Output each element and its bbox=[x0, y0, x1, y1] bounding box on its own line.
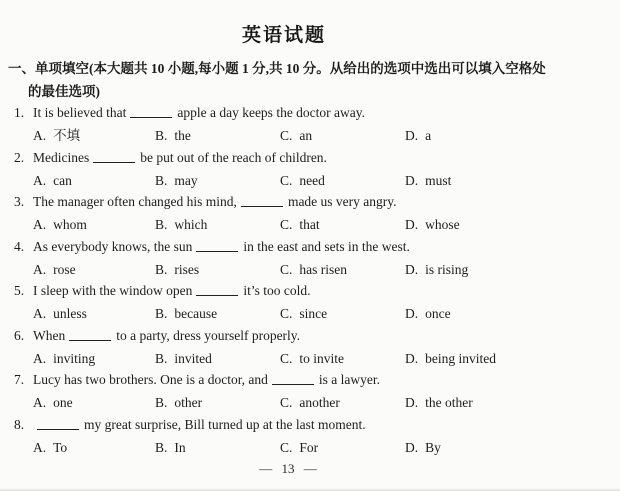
option-item bbox=[155, 261, 280, 278]
question-text-after: my great surprise, Bill turned up at the last moment. bbox=[84, 416, 366, 432]
option-row bbox=[33, 261, 590, 278]
section-heading-line2: 的最佳选项) bbox=[28, 84, 100, 99]
option-item bbox=[33, 394, 155, 411]
question-text-after: apple a day keeps the doctor away. bbox=[177, 105, 366, 120]
question-list bbox=[14, 104, 590, 460]
option-item bbox=[33, 127, 155, 144]
option-text: whose bbox=[425, 217, 460, 232]
option-text: another bbox=[299, 395, 340, 410]
question-number: 8. bbox=[14, 416, 25, 432]
option-letter: D. bbox=[405, 306, 419, 321]
question-text-before: Lucy has two brothers. One is a doctor, and bbox=[33, 372, 268, 387]
option-item bbox=[405, 350, 590, 367]
option-letter: C. bbox=[280, 261, 293, 277]
question-item bbox=[14, 238, 590, 283]
option-letter: A. bbox=[33, 128, 47, 143]
option-text: may bbox=[174, 172, 198, 188]
blank-underline bbox=[130, 105, 172, 118]
option-letter: D. bbox=[405, 172, 419, 188]
option-letter: A. bbox=[33, 261, 47, 277]
option-item bbox=[405, 305, 590, 322]
option-letter: A. bbox=[33, 395, 47, 410]
option-item bbox=[280, 261, 405, 278]
option-row bbox=[33, 394, 590, 411]
option-item bbox=[280, 439, 405, 456]
option-text: that bbox=[299, 217, 320, 232]
section-heading bbox=[8, 57, 578, 103]
option-letter: B. bbox=[155, 350, 168, 366]
option-text: inviting bbox=[53, 350, 96, 366]
question-number: 7. bbox=[14, 372, 25, 387]
option-text: 不填 bbox=[53, 128, 81, 143]
option-letter: D. bbox=[405, 128, 419, 143]
option-letter: D. bbox=[405, 395, 419, 410]
question-text bbox=[14, 149, 590, 166]
option-letter: A. bbox=[33, 350, 47, 366]
question-text-after: made us very angry. bbox=[287, 194, 397, 209]
option-letter: A. bbox=[33, 439, 47, 455]
question-text-before: Medicines bbox=[33, 149, 90, 165]
option-letter: C. bbox=[280, 350, 293, 366]
question-text-after: to a party, dress yourself properly. bbox=[116, 327, 301, 343]
option-letter: B. bbox=[155, 395, 168, 410]
option-row bbox=[33, 439, 590, 456]
option-text: to invite bbox=[299, 350, 345, 366]
page-title: 英语试题 bbox=[241, 24, 326, 46]
option-text: one bbox=[53, 395, 73, 410]
option-text: is rising bbox=[425, 261, 469, 277]
option-text: has risen bbox=[299, 261, 348, 277]
question-text-after: be put out of the reach of children. bbox=[140, 149, 327, 165]
blank-underline bbox=[69, 328, 111, 341]
page-number: — 13 — bbox=[259, 461, 317, 476]
question-item bbox=[14, 371, 590, 416]
option-item bbox=[280, 216, 405, 233]
option-letter: B. bbox=[155, 172, 168, 188]
blank-underline bbox=[196, 239, 238, 252]
option-letter: A. bbox=[33, 217, 47, 232]
option-text: since bbox=[299, 306, 328, 321]
option-text: can bbox=[53, 172, 72, 188]
option-item bbox=[405, 172, 590, 189]
option-letter: B. bbox=[155, 128, 168, 143]
question-text-after: in the east and sets in the west. bbox=[243, 238, 410, 254]
option-item bbox=[155, 172, 280, 189]
option-item bbox=[155, 127, 280, 144]
option-text: once bbox=[425, 306, 451, 321]
option-letter: C. bbox=[280, 217, 293, 232]
option-text: because bbox=[174, 306, 218, 321]
option-item bbox=[280, 394, 405, 411]
option-text: By bbox=[425, 439, 441, 455]
blank-underline bbox=[37, 417, 79, 430]
question-item bbox=[14, 104, 590, 149]
question-text-before: It is believed that bbox=[33, 105, 127, 120]
question-item bbox=[14, 149, 590, 194]
option-item bbox=[155, 216, 280, 233]
question-item bbox=[14, 282, 590, 327]
option-letter: D. bbox=[405, 217, 419, 232]
option-letter: C. bbox=[280, 306, 293, 321]
option-text: To bbox=[53, 439, 68, 455]
option-text: an bbox=[299, 128, 313, 143]
question-item bbox=[14, 416, 590, 461]
option-text: other bbox=[174, 395, 203, 410]
option-item bbox=[33, 216, 155, 233]
option-text: which bbox=[174, 217, 208, 232]
option-letter: A. bbox=[33, 306, 47, 321]
option-item bbox=[405, 439, 590, 456]
question-item bbox=[14, 327, 590, 372]
option-item bbox=[405, 216, 590, 233]
option-item bbox=[405, 261, 590, 278]
question-text-before: As everybody knows, the sun bbox=[33, 238, 193, 254]
option-letter: C. bbox=[280, 172, 293, 188]
question-number: 5. bbox=[14, 283, 25, 298]
option-letter: C. bbox=[280, 128, 293, 143]
option-item bbox=[155, 394, 280, 411]
option-letter: C. bbox=[280, 439, 293, 455]
question-number: 4. bbox=[14, 238, 25, 254]
question-text bbox=[14, 238, 590, 255]
option-text: whom bbox=[53, 217, 87, 232]
question-text bbox=[14, 104, 590, 121]
section-heading-line1: 一、单项填空(本大题共 10 小题,每小题 1 分,共 10 分。从给出的选项中选出可以填入空格处 bbox=[8, 61, 546, 76]
option-text: In bbox=[174, 439, 186, 455]
blank-underline bbox=[272, 372, 314, 385]
option-text: a bbox=[425, 128, 432, 143]
option-row bbox=[33, 216, 590, 233]
option-item bbox=[33, 261, 155, 278]
option-row bbox=[33, 350, 590, 367]
option-text: the bbox=[174, 128, 191, 143]
option-letter: D. bbox=[405, 439, 419, 455]
option-row bbox=[33, 172, 590, 189]
question-text-after: it’s too cold. bbox=[243, 283, 311, 298]
option-letter: C. bbox=[280, 395, 293, 410]
option-letter: B. bbox=[155, 306, 168, 321]
option-item bbox=[280, 350, 405, 367]
question-text-before: I sleep with the window open bbox=[33, 283, 193, 298]
question-item bbox=[14, 193, 590, 238]
option-item bbox=[405, 394, 590, 411]
option-text: rises bbox=[174, 261, 200, 277]
option-letter: D. bbox=[405, 350, 419, 366]
option-item bbox=[280, 172, 405, 189]
question-text-before: The manager often changed his mind, bbox=[33, 194, 237, 209]
question-text bbox=[14, 193, 590, 210]
option-item bbox=[155, 350, 280, 367]
option-letter: B. bbox=[155, 439, 168, 455]
option-letter: B. bbox=[155, 261, 168, 277]
option-item bbox=[280, 305, 405, 322]
option-item bbox=[33, 439, 155, 456]
option-item bbox=[155, 305, 280, 322]
option-text: the other bbox=[425, 395, 473, 410]
blank-underline bbox=[241, 194, 283, 207]
option-text: rose bbox=[53, 261, 76, 277]
question-text bbox=[14, 282, 590, 299]
question-number: 1. bbox=[14, 105, 25, 120]
blank-underline bbox=[196, 283, 238, 296]
question-text bbox=[14, 416, 590, 433]
option-item bbox=[33, 172, 155, 189]
option-text: need bbox=[299, 172, 325, 188]
option-item bbox=[155, 439, 280, 456]
question-text bbox=[14, 371, 590, 388]
option-text: being invited bbox=[425, 350, 496, 366]
option-item bbox=[33, 350, 155, 367]
blank-underline bbox=[93, 150, 135, 163]
option-text: For bbox=[299, 439, 319, 455]
option-letter: B. bbox=[155, 217, 168, 232]
option-item bbox=[280, 127, 405, 144]
option-item bbox=[405, 127, 590, 144]
option-letter: D. bbox=[405, 261, 419, 277]
option-text: unless bbox=[53, 306, 87, 321]
option-text: invited bbox=[174, 350, 212, 366]
question-text-after: is a lawyer. bbox=[318, 372, 381, 387]
question-number: 3. bbox=[14, 194, 25, 209]
option-letter: A. bbox=[33, 172, 47, 188]
option-text: must bbox=[425, 172, 452, 188]
question-number: 6. bbox=[14, 327, 25, 343]
question-number: 2. bbox=[14, 149, 25, 165]
question-text bbox=[14, 327, 590, 344]
option-row bbox=[33, 305, 590, 322]
question-text-before: When bbox=[33, 327, 66, 343]
option-row bbox=[33, 127, 590, 144]
option-item bbox=[33, 305, 155, 322]
